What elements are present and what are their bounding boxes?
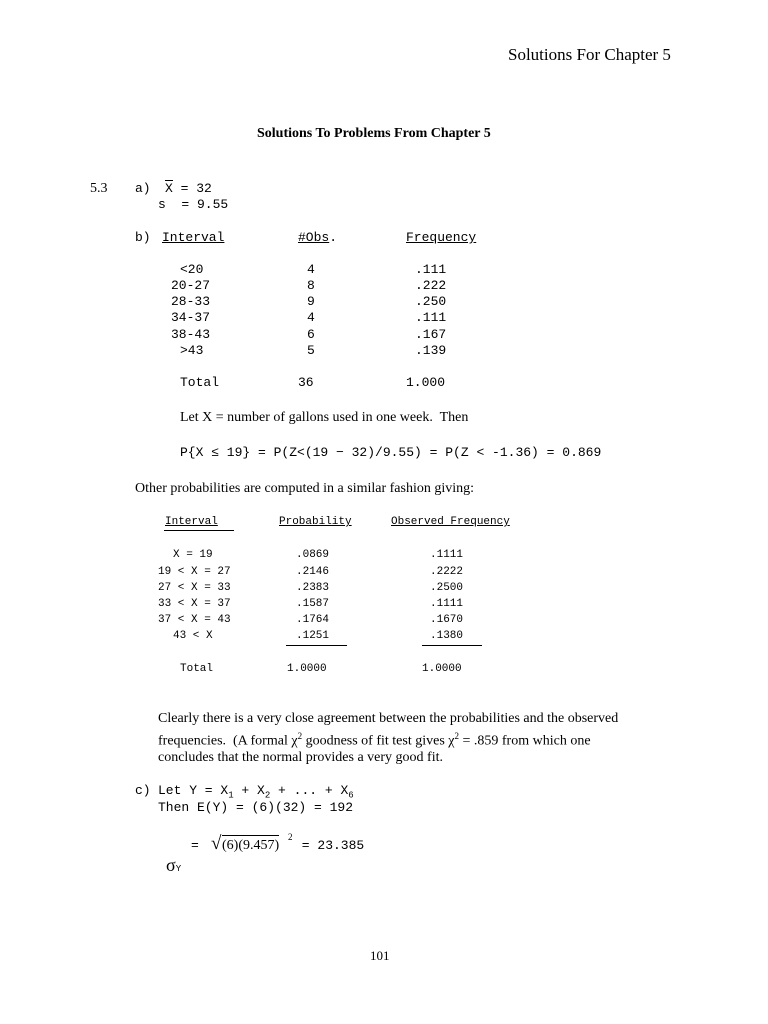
- table2-header-probability: Probability: [279, 516, 352, 528]
- paragraph-line-2: frequencies. (A formal $\chi^2$ goodness of fit test gives $\chi^2 = .859$ from which one: [158, 731, 591, 749]
- chi-symbol: χ: [448, 733, 455, 749]
- probability-equation: P{X ≤ 19} = P(Z<(19 − 32)/9.55) = P(Z < -1.36) = 0.869: [180, 445, 602, 460]
- paragraph-line-3: concludes that the normal provides a very good fit.: [158, 750, 443, 765]
- page-number: 101: [370, 948, 390, 963]
- problem-number: 5.3: [90, 181, 108, 196]
- radicand-exponent: 2: [288, 832, 293, 842]
- probability-sum-rule: [286, 645, 347, 646]
- table2-header-interval-rule: [164, 530, 234, 531]
- part-c-sum-definition: Let $Y = X_1 + X_2$ + ... + $X_6$: [158, 783, 354, 801]
- sigma-symbol: σ: [166, 855, 176, 875]
- page-title: Solutions To Problems From Chapter 5: [257, 126, 491, 141]
- part-a-stddev: s = 9.55: [158, 197, 229, 212]
- equals-sign: =: [191, 838, 199, 853]
- radicand: (6)(9.457): [222, 835, 279, 854]
- table2-header-interval: Interval: [165, 516, 218, 528]
- square-root-symbol: √: [211, 833, 222, 854]
- table2-header-observed: Observed Frequency: [391, 516, 510, 528]
- x-bar-value: = 32: [172, 181, 212, 196]
- let-x-sentence: Let X = number of gallons used in one week. Then: [180, 410, 469, 425]
- paragraph-line-1: Clearly there is a very close agreement between the probabilities and the observed: [158, 711, 619, 726]
- part-c-expectation: Then E(Y) = (6)(32) = 192: [158, 800, 354, 815]
- sigma-y-equation: σY: [166, 855, 182, 875]
- table1-header-interval: Interval: [162, 230, 225, 245]
- x-bar-symbol: X: [165, 181, 173, 196]
- table1-header-obs: #Obs.: [298, 230, 338, 245]
- part-c-label: c): [135, 783, 151, 798]
- observed-sum-rule: [422, 645, 482, 646]
- part-a-mean: [165, 181, 212, 196]
- sigma-y-result: = 23.385: [294, 838, 365, 853]
- part-a-label: a): [135, 181, 151, 196]
- table1-header-frequency: Frequency: [406, 230, 477, 245]
- part-b-label: b): [135, 230, 151, 245]
- running-header: Solutions For Chapter 5: [508, 45, 671, 64]
- chi-symbol: χ: [291, 733, 298, 749]
- other-probabilities-sentence: Other probabilities are computed in a similar fashion giving:: [135, 481, 475, 496]
